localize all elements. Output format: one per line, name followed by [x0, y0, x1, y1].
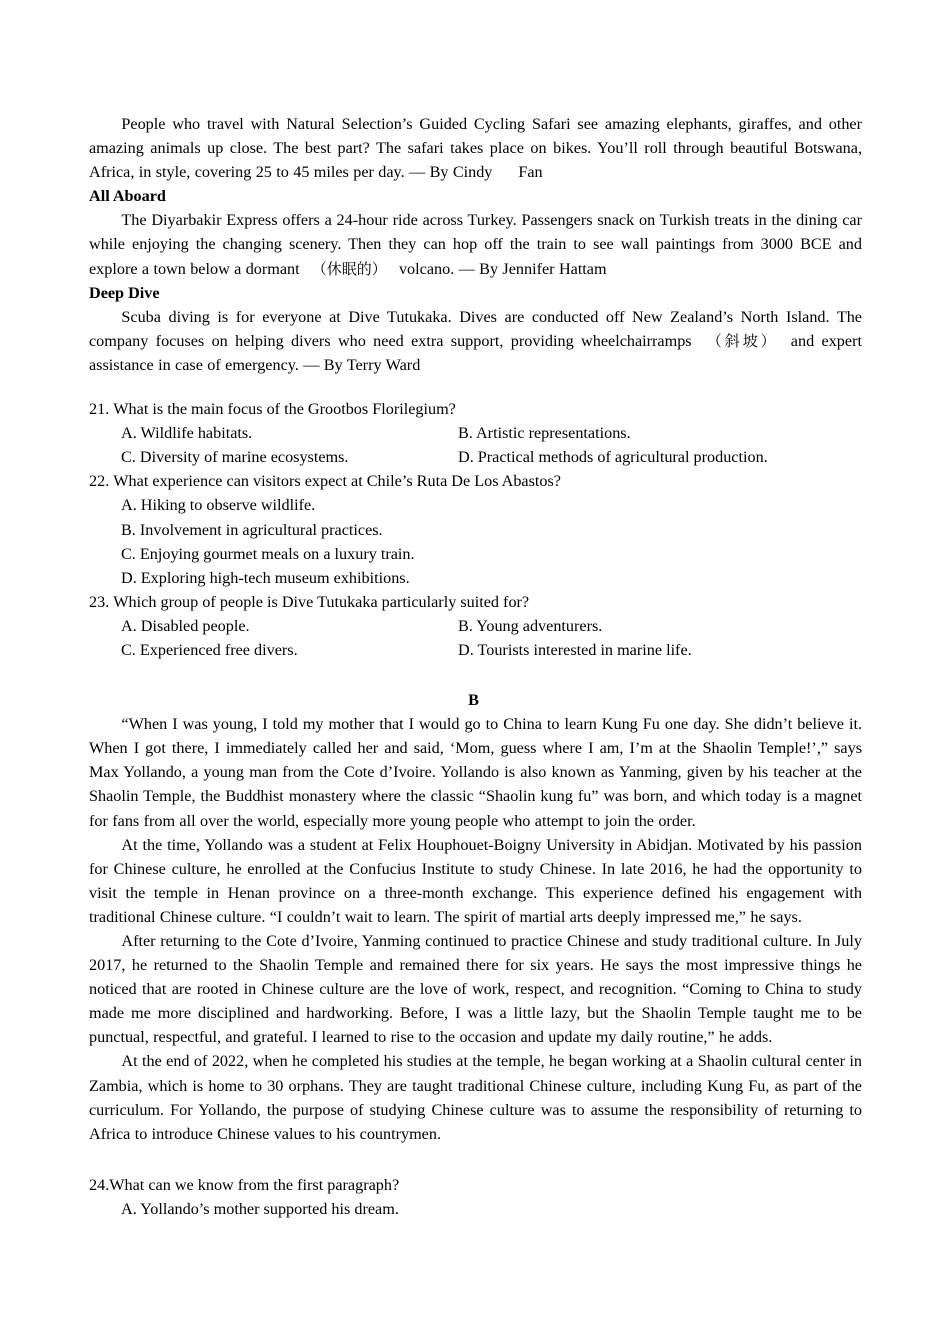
section-b-paragraph-2: At the time, Yollando was a student at Felix Houphouet-Boigny University in Abidjan. Motivated by his passion for Chinese culture, he enrolled at the Confucius Institute to study Chinese. In late 2016, he had the opportunity to visit the temple in Henan province on a three-month exchange. This experience defined his engagement with traditional Chinese culture. “I couldn’t wait to learn. The spirit of martial arts deeply impressed me,” he says.: [89, 835, 862, 926]
question-21-option-c[interactable]: C. Diversity of marine ecosystems.: [121, 448, 349, 467]
question-22-option-a[interactable]: A. Hiking to observe wildlife.: [121, 496, 316, 515]
question-21-number: 21.: [89, 400, 110, 419]
question-23-text: Which group of people is Dive Tutukaka particularly suited for?: [113, 592, 530, 611]
passage-deep-dive-text-before: Scuba diving is for everyone at Dive Tutukaka. Dives are conducted off New Zealand’s North Island. The company focuses on helping divers who need extra support, providing wheelchairramps: [89, 307, 862, 350]
passage-all-aboard-text-after: volcano. — By Jennifer Hattam: [398, 259, 607, 278]
question-21: [89, 397, 862, 469]
question-21-option-row-1: [89, 421, 862, 445]
passage-all-aboard-text-before: The Diyarbakir Express offers a 24-hour ride across Turkey. Passengers snack on Turkish treats in the dining car while enjoying the changing scenery. Then they can hop off the train to see wall paintings from 3000 BCE and explore a town below a dormant: [89, 211, 862, 278]
question-24: [89, 1173, 862, 1221]
question-22-text: What experience can visitors expect at Chile’s Ruta De Los Abastos?: [113, 472, 561, 491]
question-21-stem: [89, 397, 862, 421]
question-21-text: What is the main focus of the Grootbos Florilegium?: [113, 400, 456, 419]
passage-all-aboard: [89, 208, 862, 280]
section-b-letter: B: [468, 691, 479, 710]
gloss-dormant-chinese: （休眠的）: [311, 259, 387, 278]
passage-cycling-safari-author-surname: Fan: [518, 163, 543, 182]
question-24-option-a[interactable]: A. Yollando’s mother supported his dream.: [121, 1199, 399, 1218]
question-22-option-b[interactable]: B. Involvement in agricultural practices.: [121, 520, 383, 539]
section-b-paragraph-1: “When I was young, I told my mother that I would go to China to learn Kung Fu one day. She didn’t believe it. When I got there, I immediately called her and said, ‘Mom, guess where I am, I’m at the Shaolin Temple!’,” says Max Yollando, a young man from the Cote d’Ivoire. Yollando is also known as Yanming, given by his teacher at the Shaolin Temple, the Buddhist monastery where the classic “Shaolin kung fu” was born, and which today is a magnet for fans from all over the world, especially more young people who attempt to join the order.: [89, 715, 862, 830]
passage-cycling-safari-text: People who travel with Natural Selection’s Guided Cycling Safari see amazing elephants, giraffes, and other amazing animals up close. The best part? The safari takes place on bikes. You’ll roll through beautiful Botswana, Africa, in style, covering 25 to 45 miles per day. — By Cindy: [89, 115, 862, 182]
section-b-paragraph-3: After returning to the Cote d’Ivoire, Yanming continued to practice Chinese and study traditional culture. In July 2017, he returned to the Shaolin Temple and remained there for six years. He says the most impressive things he noticed that are rooted in Chinese culture are the love of work, respect, and recognition. “Coming to China to study made me more disciplined and hardworking. Before, I was a little lazy, but the Shaolin Temple taught me to be punctual, respectful, and grateful. I learned to rise to the occasion and update my daily routine,” he adds.: [89, 932, 862, 1047]
subheading-all-aboard: All Aboard: [89, 187, 166, 206]
question-22: [89, 469, 862, 589]
question-22-option-c[interactable]: C. Enjoying gourmet meals on a luxury train.: [121, 544, 415, 563]
question-24-stem: 24.What can we know from the first paragraph?: [89, 1175, 400, 1194]
subheading-deep-dive: Deep Dive: [89, 283, 160, 302]
spacer: [89, 1146, 862, 1173]
question-23-option-d[interactable]: D. Tourists interested in marine life.: [458, 640, 692, 659]
question-23-stem: [89, 590, 862, 614]
page-content: [89, 112, 862, 1221]
question-21-option-a[interactable]: A. Wildlife habitats.: [121, 424, 253, 443]
question-22-stem: [89, 469, 862, 493]
spacer: [89, 662, 862, 688]
question-23-option-a[interactable]: A. Disabled people.: [121, 616, 250, 635]
question-21-option-d[interactable]: D. Practical methods of agricultural production.: [458, 448, 768, 467]
passage-deep-dive-text-after: and expert assistance in case of emergency. — By Terry Ward: [89, 331, 862, 374]
section-b-paragraph-4: At the end of 2022, when he completed his studies at the temple, he began working at a Shaolin cultural center in Zambia, which is home to 30 orphans. They are taught traditional Chinese culture, including Kung Fu, as part of the curriculum. For Yollando, the purpose of studying Chinese culture was to assume the responsibility of returning to Africa to introduce Chinese values to his countrymen.: [89, 1052, 862, 1143]
spacer: [89, 377, 862, 397]
question-23-number: 23.: [89, 592, 110, 611]
question-23-option-row-2: [89, 638, 862, 662]
question-21-option-b[interactable]: B. Artistic representations.: [458, 424, 631, 443]
passage-cycling-safari: [89, 112, 862, 184]
question-23-option-b[interactable]: B. Young adventurers.: [458, 616, 603, 635]
question-22-option-d[interactable]: D. Exploring high-tech museum exhibitions.: [121, 568, 410, 587]
passage-deep-dive: [89, 305, 862, 377]
question-23-option-row-1: [89, 614, 862, 638]
question-21-option-row-2: [89, 445, 862, 469]
gloss-ramps-chinese: （斜坡）: [703, 331, 779, 350]
question-23-option-c[interactable]: C. Experienced free divers.: [121, 640, 298, 659]
question-22-number: 22.: [89, 472, 110, 491]
question-23: [89, 590, 862, 662]
